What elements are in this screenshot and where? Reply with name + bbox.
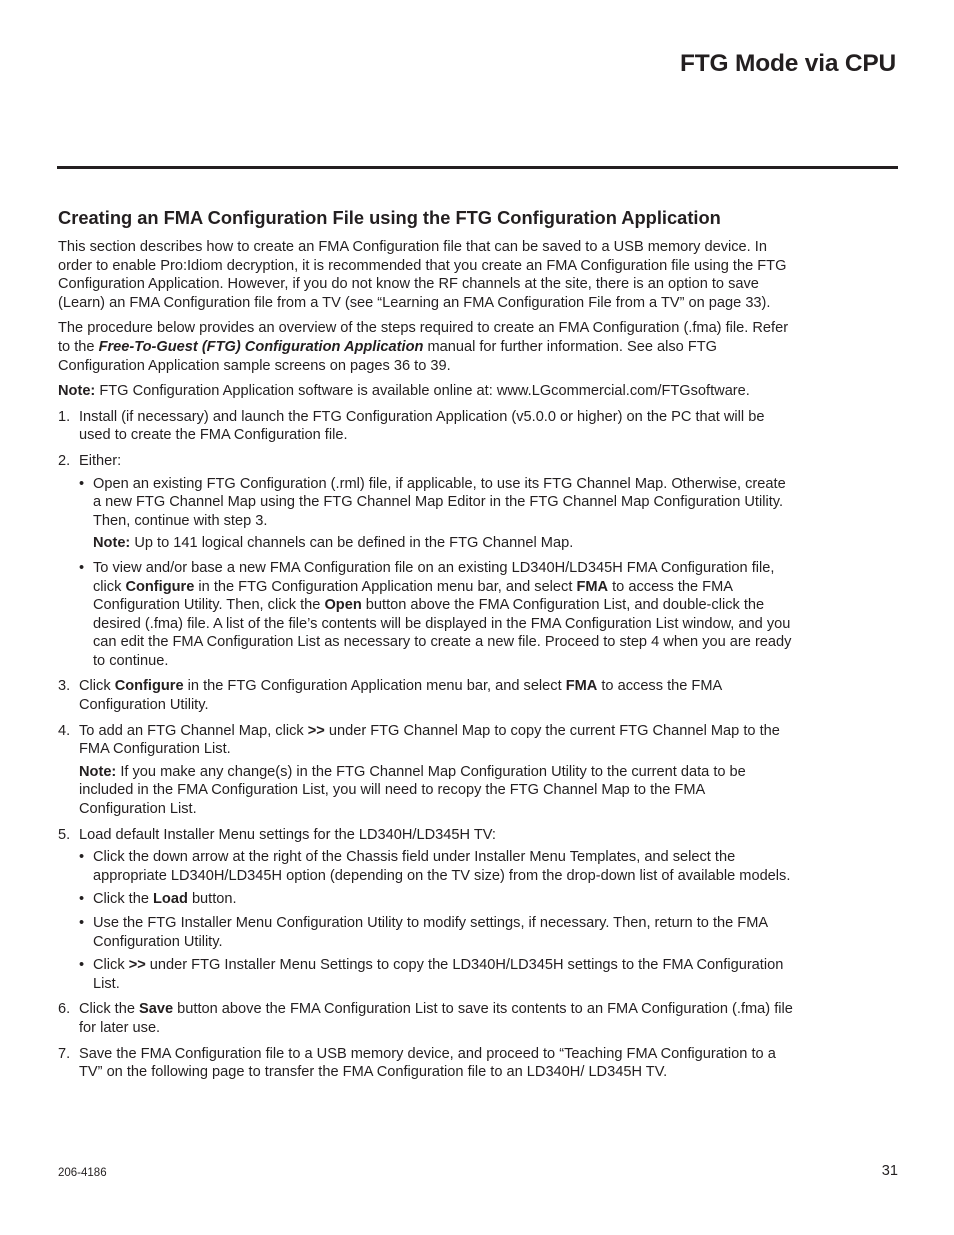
bullet-mark: • — [79, 559, 85, 576]
step-6 — [58, 1000, 793, 1037]
software-note — [58, 382, 793, 401]
keyword-fma: FMA — [565, 678, 598, 695]
step-5-bullets — [79, 848, 793, 993]
page-title: FTG Mode via CPU — [680, 50, 896, 77]
bullet-mark: • — [79, 475, 85, 492]
header-rule — [57, 166, 898, 169]
keyword-open: Open — [324, 597, 362, 614]
bullet-text: To view and/or base a new FMA Configuration file on an existing LD340H/LD345H FMA Configuration file, click Configure in the FTG Configuration Application menu bar, and select FMA to access the FMA Configuration Utility. Then, click the Open button above the FMA Configuration List, and double-click the desired (.fma) file. A list of the file’s contents will be displayed in the FMA Configuration List window, and you can edit the FMA Configuration List as necessary to create a new file. Proceed to step 4 when you are ready to continue. — [93, 559, 792, 669]
step-2-bullets — [79, 475, 793, 671]
section-heading: Creating an FMA Configuration File using the FTG Configuration Application — [58, 207, 721, 228]
step-number: 3. — [58, 678, 71, 695]
step-number: 4. — [58, 722, 71, 739]
step-number: 2. — [58, 452, 71, 469]
intro-paragraph: This section describes how to create an FMA Configuration file that can be saved to a USB memory device. In order to enable Pro:Idiom decryption, it is recommended that you create an FMA Configuration file using the FTG Configuration Application. However, if you do not know the RF channels at the site, there is an option to save (Learn) an FMA Configuration file from a TV (see “Learning an FMA Configuration File from a TV” on page 33). — [58, 239, 787, 311]
procedure-text-a: The procedure below provides an overview of the steps required to create an FMA Configuration (.fma) file. Refer to the — [58, 320, 789, 355]
step-7 — [58, 1045, 793, 1082]
step-number: 6. — [58, 1001, 71, 1018]
step-text: Install (if necessary) and launch the FTG Configuration Application (v5.0.0 or higher) on the PC that will be used to create the FMA Configuration file. — [79, 408, 765, 444]
step-text: To add an FTG Channel Map, click >> under FTG Channel Map to copy the current FTG Channel Map to the FMA Configuration List. — [79, 722, 780, 758]
step-1 — [58, 408, 793, 445]
steps-list — [58, 408, 793, 1082]
step-3 — [58, 677, 793, 714]
note-text: If you make any change(s) in the FTG Channel Map Configuration Utility to the current data to be included in the FMA Configuration List, you will need to recopy the FTG Channel Map to the FMA Configuration List. — [79, 763, 746, 818]
step-number: 5. — [58, 826, 71, 843]
keyword-configure: Configure — [125, 578, 195, 595]
bullet-text: Click the Load button. — [93, 891, 237, 908]
step-2 — [58, 452, 793, 671]
step-text: Either: — [79, 452, 122, 469]
step-4 — [58, 722, 793, 819]
keyword-fma: FMA — [576, 578, 609, 595]
procedure-text-b: manual for further information. See also FTG Configuration Application sample screens on pages 36 to 39. — [58, 338, 718, 374]
document-code: 206-4186 — [58, 1167, 107, 1179]
keyword-copy-arrows: >> — [128, 957, 146, 974]
note-text: FTG Configuration Application software is available online at: www.LGcommercial.com/FTGsoftware. — [95, 383, 750, 400]
bullet-mark: • — [79, 915, 85, 931]
bullet-item — [79, 848, 793, 885]
bullet-mark: • — [79, 849, 85, 866]
procedure-paragraph — [58, 319, 793, 375]
bullet-item — [79, 914, 793, 951]
note-label: Note: — [93, 535, 131, 552]
channel-limit-note — [93, 534, 793, 553]
step-number: 1. — [58, 408, 71, 425]
bullet-text: Use the FTG Installer Menu Configuration Utility to modify settings, if necessary. Then, return to the FMA Configuration Utility. — [93, 915, 768, 950]
manual-title: Free-To-Guest (FTG) Configuration Application — [98, 338, 424, 355]
step-text: Click Configure in the FTG Configuration Application menu bar, and select FMA to access the FMA Configuration Utility. — [79, 678, 722, 714]
bullet-item — [79, 890, 793, 909]
note-text: Up to 141 logical channels can be defined in the FTG Channel Map. — [130, 535, 574, 552]
step-number: 7. — [58, 1045, 71, 1062]
step-5 — [58, 826, 793, 994]
recopy-note — [79, 763, 793, 819]
note-label: Note: — [58, 383, 96, 400]
bullet-text: Open an existing FTG Configuration (.rml) file, if applicable, to use its FTG Channel Map. Otherwise, create a new FTG Channel Map using the FTG Channel Map Editor in the FTG Channel Map Configuration Utility. Then, continue with step 3. — [93, 475, 786, 529]
bullet-item — [79, 559, 793, 671]
step-text: Click the Save button above the FMA Configuration List to save its contents to an FMA Configuration (.fma) file for later use. — [79, 1001, 793, 1036]
bullet-text: Click >> under FTG Installer Menu Settings to copy the LD340H/LD345H settings to the FMA Configuration List. — [93, 957, 784, 992]
page-number: 31 — [881, 1163, 898, 1179]
main-content — [58, 207, 793, 1089]
note-label: Note: — [79, 763, 117, 780]
bullet-text: Click the down arrow at the right of the Chassis field under Installer Menu Templates, and select the appropriate LD340H/LD345H option (depending on the TV size) from the drop-down list of available models. — [93, 849, 791, 884]
bullet-mark: • — [79, 891, 85, 908]
keyword-copy-arrows: >> — [307, 722, 325, 739]
bullet-mark: • — [79, 957, 85, 974]
keyword-configure: Configure — [114, 678, 184, 695]
keyword-load: Load — [153, 891, 188, 908]
keyword-save: Save — [139, 1001, 174, 1018]
step-text: Save the FMA Configuration file to a USB memory device, and proceed to “Teaching FMA Configuration to a TV” on the following page to transfer the FMA Configuration file to an LD340H/ LD345H TV. — [79, 1045, 776, 1081]
step-text: Load default Installer Menu settings for the LD340H/LD345H TV: — [79, 826, 496, 843]
bullet-item — [79, 956, 793, 993]
bullet-item — [79, 475, 793, 553]
